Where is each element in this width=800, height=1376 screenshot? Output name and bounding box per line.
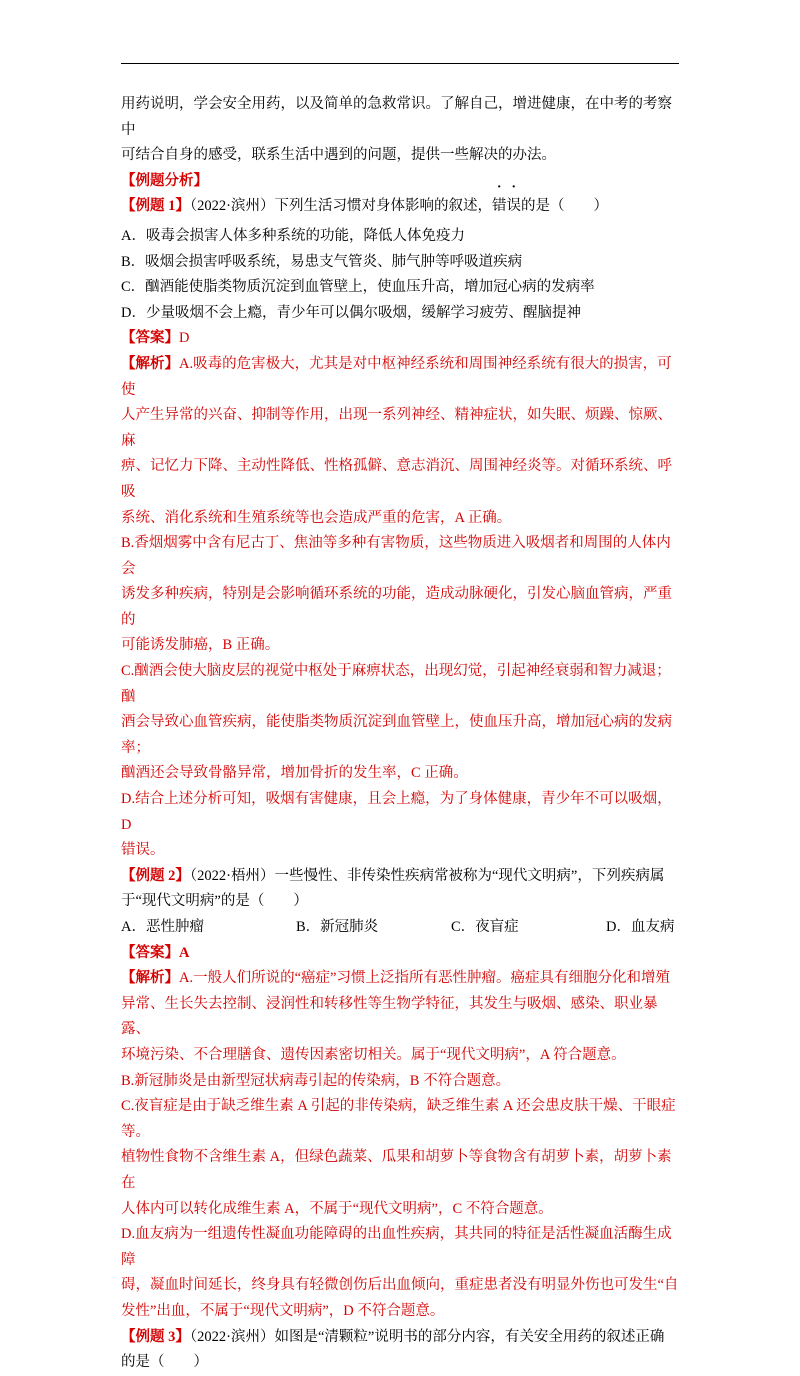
intro-line-2: 可结合自身的感受，联系生活中遇到的问题，提供一些解决的办法。: [121, 147, 556, 164]
q1-option-d: D．少量吸烟不会上瘾，青少年可以偶尔吸烟，缓解学习疲劳、醒脑提神: [121, 304, 581, 321]
q2-analysis-line-5: 植物性食物不含维生素 A，但绿色蔬菜、瓜果和胡萝卜等食物含有胡萝卜素，胡萝卜素在: [121, 1149, 672, 1191]
q2-analysis-line-7: D.血友病为一组遗传性凝血功能障碍的出血性疾病，其共同的特征是活性凝血活酶生成障: [121, 1226, 672, 1268]
q1-analysis-line-4: B.香烟烟雾中含有尼古丁、焦油等多种有害物质，这些物质进入吸烟者和周围的人体内会: [121, 535, 671, 577]
q1-analysis-line-2: 痹、记忆力下降、主动性降低、性格孤僻、意志消沉、周围神经炎等。对循环系统、呼吸: [121, 458, 672, 500]
q3-stem-text-1: （2022·滨州）如图是“清颗粒”说明书的部分内容，有关安全用药的叙述正确: [189, 1328, 665, 1345]
q1-stem: [121, 194, 681, 220]
q1-analysis-line-11: 错误。: [121, 842, 165, 859]
q2-analysis-line-4: C.夜盲症是由于缺乏维生素 A 引起的非传染病，缺乏维生素 A 还会患皮肤干燥、干眼症等。: [121, 1098, 676, 1140]
q3-stem-line-2: 的是（ ）: [121, 1354, 208, 1371]
q1-stem-b: 的是（ ）: [520, 198, 608, 215]
q3-stem-line-1: [121, 1325, 681, 1351]
q1-option-b: B．吸烟会损害呼吸系统，易患支气管炎、肺气肿等呼吸道疾病: [121, 253, 523, 270]
q1-answer: [121, 326, 681, 352]
q2-stem-line-2: 于“现代文明病”的是（ ）: [121, 893, 308, 910]
q2-analysis-line-8: 碍，凝血时间延长，终身具有轻微创伤后出血倾向，重症患者没有明显外伤也可发生“自: [121, 1277, 679, 1294]
q2-analysis-line-6: 人体内可以转化成维生素 A，不属于“现代文明病”，C 不符合题意。: [121, 1200, 553, 1217]
q1-analysis-line-8: 酒会导致心血管疾病，能使脂类物质沉淀到血管壁上，使血压升高，增加冠心病的发病率；: [121, 714, 672, 756]
q3-tag: 【例题 3】: [121, 1328, 190, 1345]
q2-option-b: B．新冠肺炎: [296, 919, 379, 935]
q2-tag: 【例题 2】: [121, 867, 190, 884]
q2-option-c: C．夜盲症: [451, 919, 519, 935]
q2-options: [121, 915, 681, 941]
q1-answer-value: D: [179, 330, 190, 347]
q2-analysis-line-2: 环境污染、不合理膳食、遗传因素密切相关。属于“现代文明病”，A 符合题意。: [121, 1046, 626, 1063]
q2-answer-value: A: [179, 944, 190, 961]
q2-analysis-line-3: B.新冠肺炎是由新型冠状病毒引起的传染病，B 不符合题意。: [121, 1072, 511, 1089]
q2-analysis-tag: 【解析】: [121, 970, 179, 987]
q1-analysis-line-9: 酗酒还会导致骨骼异常，增加骨折的发生率，C 正确。: [121, 765, 468, 782]
q1-analysis-line-3: 系统、消化系统和生殖系统等也会造成严重的危害，A 正确。: [121, 509, 512, 526]
q1-emphasis-1: 错: [491, 198, 507, 215]
q1-stem-a: （2022·滨州）下列生活习惯对身体影响的叙述，: [189, 198, 492, 215]
q1-analysis-line-1: 人产生异常的兴奋、抑制等作用，出现一系列神经、精神症状，如失眠、烦躁、惊厥、麻: [121, 407, 672, 449]
q1-option-a: A．吸毒会损害人体多种系统的功能，降低人体免疫力: [121, 227, 465, 244]
q2-analysis-line-1: 异常、生长失去控制、浸润性和转移性等生物学特征，其发生与吸烟、感染、职业暴露、: [121, 995, 658, 1038]
q1-analysis-line-7: C.酗酒会使大脑皮层的视觉中枢处于麻痹状态，出现幻觉，引起神经衰弱和智力减退；酗: [121, 663, 671, 705]
section-title: 【例题分析】: [121, 172, 208, 189]
q1-analysis-line-6: 可能诱发肺癌，B 正确。: [121, 637, 280, 654]
q1-analysis-tag: 【解析】: [121, 355, 179, 372]
q1-analysis-line-5: 诱发多种疾病，特别是会影响循环系统的功能，造成动脉硬化，引发心脑血管病，严重的: [121, 586, 672, 628]
q2-option-a: A．恶性肿瘤: [121, 919, 204, 935]
q1-answer-tag: 【答案】: [121, 330, 179, 347]
q1-analysis-line-10: D.结合上述分析可知，吸烟有害健康，且会上瘾，为了身体健康，青少年不可以吸烟，D: [121, 791, 672, 833]
q1-tag: 【例题 1】: [121, 198, 190, 215]
q2-analysis-line-0: [121, 966, 681, 992]
q2-analysis-text-0: A.一般人们所说的“癌症”习惯上泛指所有恶性肿瘤。癌症具有细胞分化和增殖: [179, 970, 670, 987]
q2-stem-line-1: [121, 864, 681, 890]
q2-stem-text-1: （2022·梧州）一些慢性、非传染性疾病常被称为“现代文明病”，下列疾病属: [189, 867, 665, 884]
q2-answer-tag: 【答案】: [121, 944, 179, 961]
q1-analysis-text-0: A.吸毒的危害极大，尤其是对中枢神经系统和周围神经系统有很大的损害，可使: [121, 355, 672, 398]
q1-emphasis-2: 误: [506, 198, 521, 215]
document-body: [121, 92, 681, 1376]
q2-answer: [121, 941, 681, 967]
q2-option-d: D．血友病: [606, 919, 675, 935]
intro-line-1: 用药说明，学会安全用药，以及简单的急救常识。了解自己，增进健康，在中考的考察中: [121, 96, 672, 138]
header-rule: [121, 63, 679, 64]
q2-analysis-line-9: 发性”出血，不属于“现代文明病”，D 不符合题意。: [121, 1302, 445, 1319]
q1-analysis-line-0: [121, 352, 681, 403]
q1-option-c: C．酗酒能使脂类物质沉淀到血管壁上，使血压升高，增加冠心病的发病率: [121, 279, 595, 296]
